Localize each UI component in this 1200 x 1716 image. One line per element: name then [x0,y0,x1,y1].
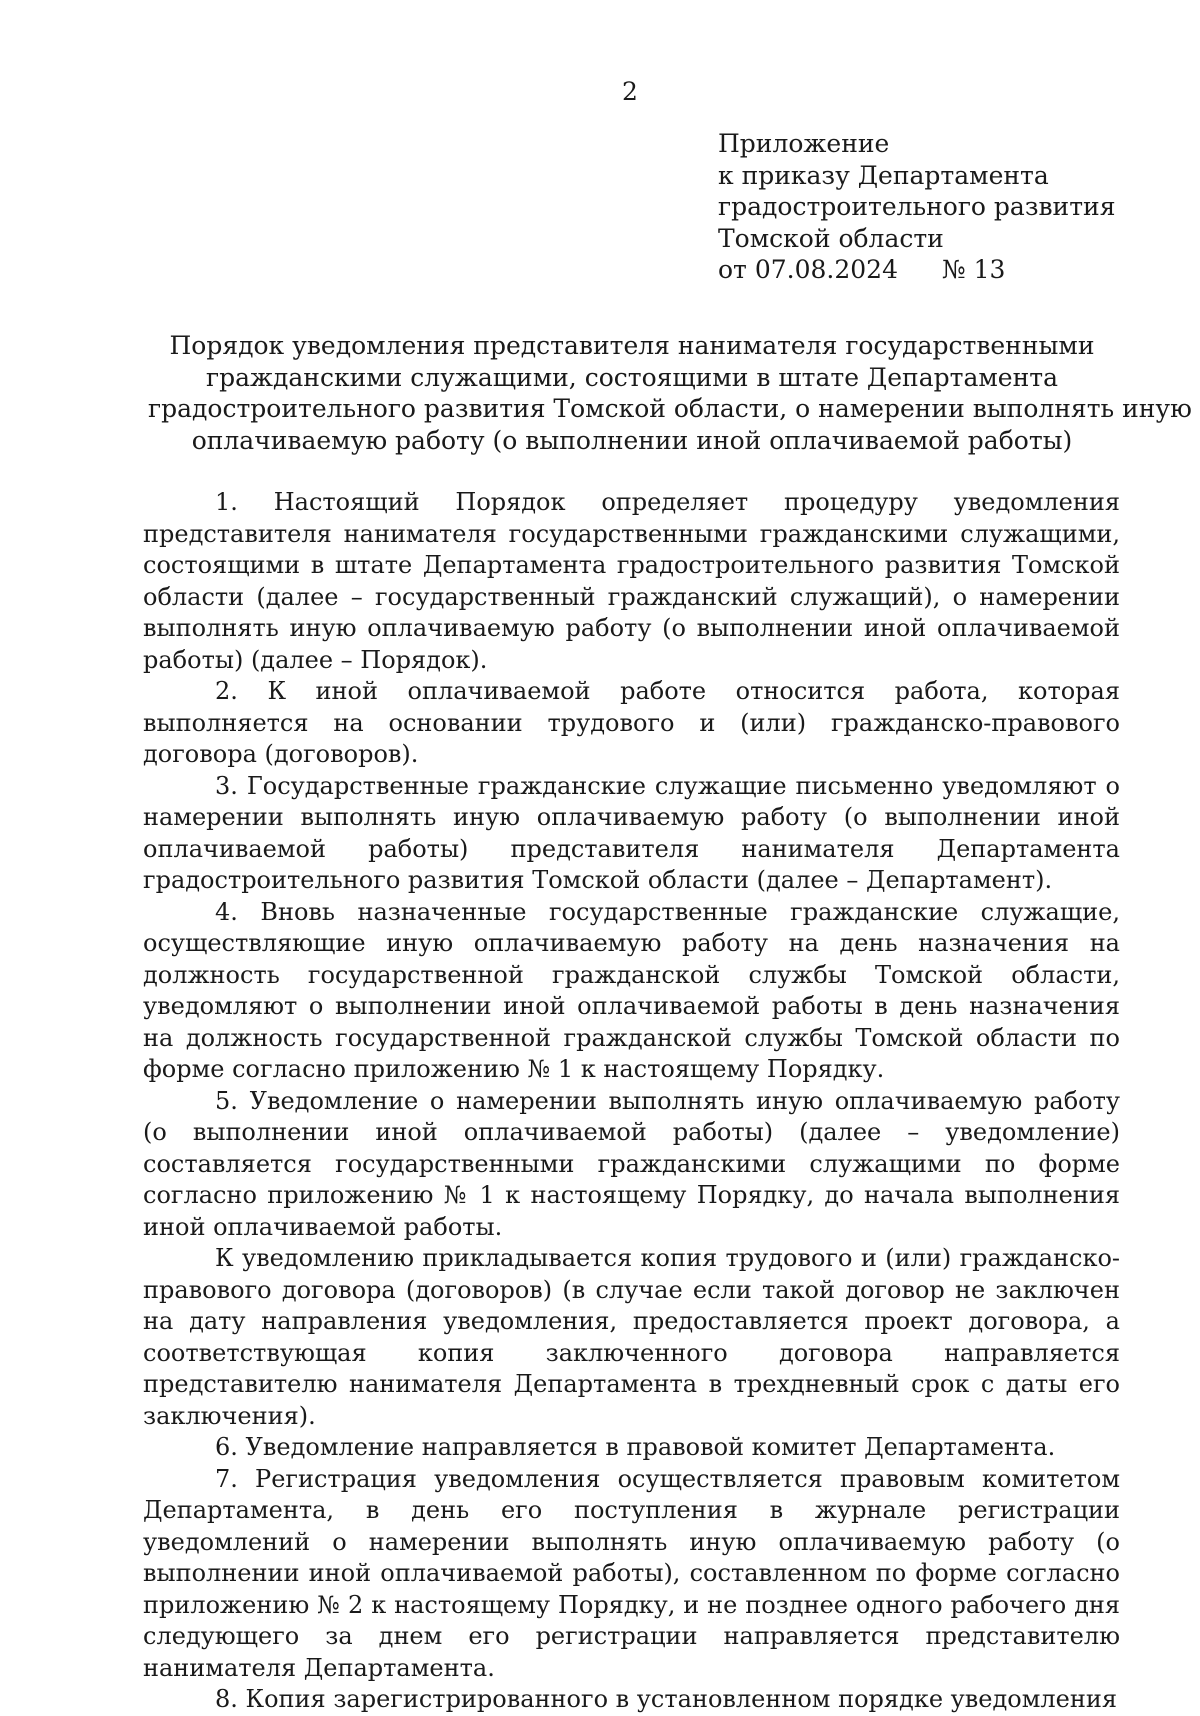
appendix-line-4: Томской области [718,223,944,253]
paragraph-5: 5. Уведомление о намерении выполнять иную оплачиваемую работу (о выполнении иной оплачиваемой работы) (далее – уведомление) составляется государственными гражданскими служащими по форме согласно приложению № 1 к настоящему Порядку, до начала выполнения иной оплачиваемой работы. [143,1086,1120,1241]
paragraph-8: 8. Копия зарегистрированного в установленном порядке уведомления [215,1685,1117,1713]
title-line-2: гражданскими служащими, состоящими в штате Департамента [205,362,1058,392]
appendix-line-1: Приложение [718,129,890,158]
appendix-date: от 07.08.2024 [718,255,898,284]
paragraph-6: 6. Уведомление направляется в правовой комитет Департамента. [215,1433,1056,1461]
title-line-3: градостроительного развития Томской области, о намерении выполнять иную [148,394,1192,423]
document-title [148,330,1192,456]
appendix-number: № 13 [941,255,1006,284]
title-line-4: оплачиваемую работу (о выполнении иной оплачиваемой работы) [191,425,1073,455]
paragraph-3: 3. Государственные гражданские служащие письменно уведомляют о намерении выполнять иную оплачиваемую работу (о выполнении иной оплачиваемой работы) представителя нанимателя Департамента градостроительного развития Томской области (далее – Департамент). [143,771,1120,894]
paragraph-5-attachment: К уведомлению прикладывается копия трудового и (или) гражданско-правового договора (договоров) (в случае если такой договор не заключен на дату направления уведомления, предоставляется проект договора, а соответствующая копия заключенного договора направляется представителю нанимателя Департамента в трехдневный срок с даты его заключения). [143,1244,1120,1430]
paragraph-2: 2. К иной оплачиваемой работе относится работа, которая выполняется на основании трудового и (или) гражданско-правового договора (договоров). [143,677,1120,768]
appendix-block [718,128,1115,286]
paragraph-1: 1. Настоящий Порядок определяет процедуру уведомления представителя нанимателя государственными гражданскими служащими, состоящими в штате Департамента градостроительного развития Томской области (далее – государственный гражданский служащий), о намерении выполнять иную оплачиваемую работу (о выполнении иной оплачиваемой работы) (далее – Порядок). [143,488,1120,674]
page-number: 2 [622,77,638,106]
appendix-line-3: градостроительного развития [718,192,1116,221]
appendix-line-2: к приказу Департамента [718,160,1049,190]
title-line-1: Порядок уведомления представителя нанимателя государственными [169,331,1095,360]
paragraph-4: 4. Вновь назначенные государственные гражданские служащие, осуществляющие иную оплачиваемую работу на день назначения на должность государственной гражданской службы Томской области, уведомляют о выполнении иной оплачиваемой работы в день назначения на должность государственной гражданской службы Томской области по форме согласно приложению № 1 к настоящему Порядку. [143,897,1120,1083]
appendix-date-line [718,254,1115,286]
document-body [143,487,1120,1716]
paragraph-7: 7. Регистрация уведомления осуществляется правовым комитетом Департамента, в день его поступления в журнале регистрации уведомлений о намерении выполнять иную оплачиваемую работу (о выполнении иной оплачиваемой работы), составленном по форме согласно приложению № 2 к настоящему Порядку, и не позднее одного рабочего дня следующего за днем его регистрации направляется представителю нанимателя Департамента. [143,1464,1120,1682]
